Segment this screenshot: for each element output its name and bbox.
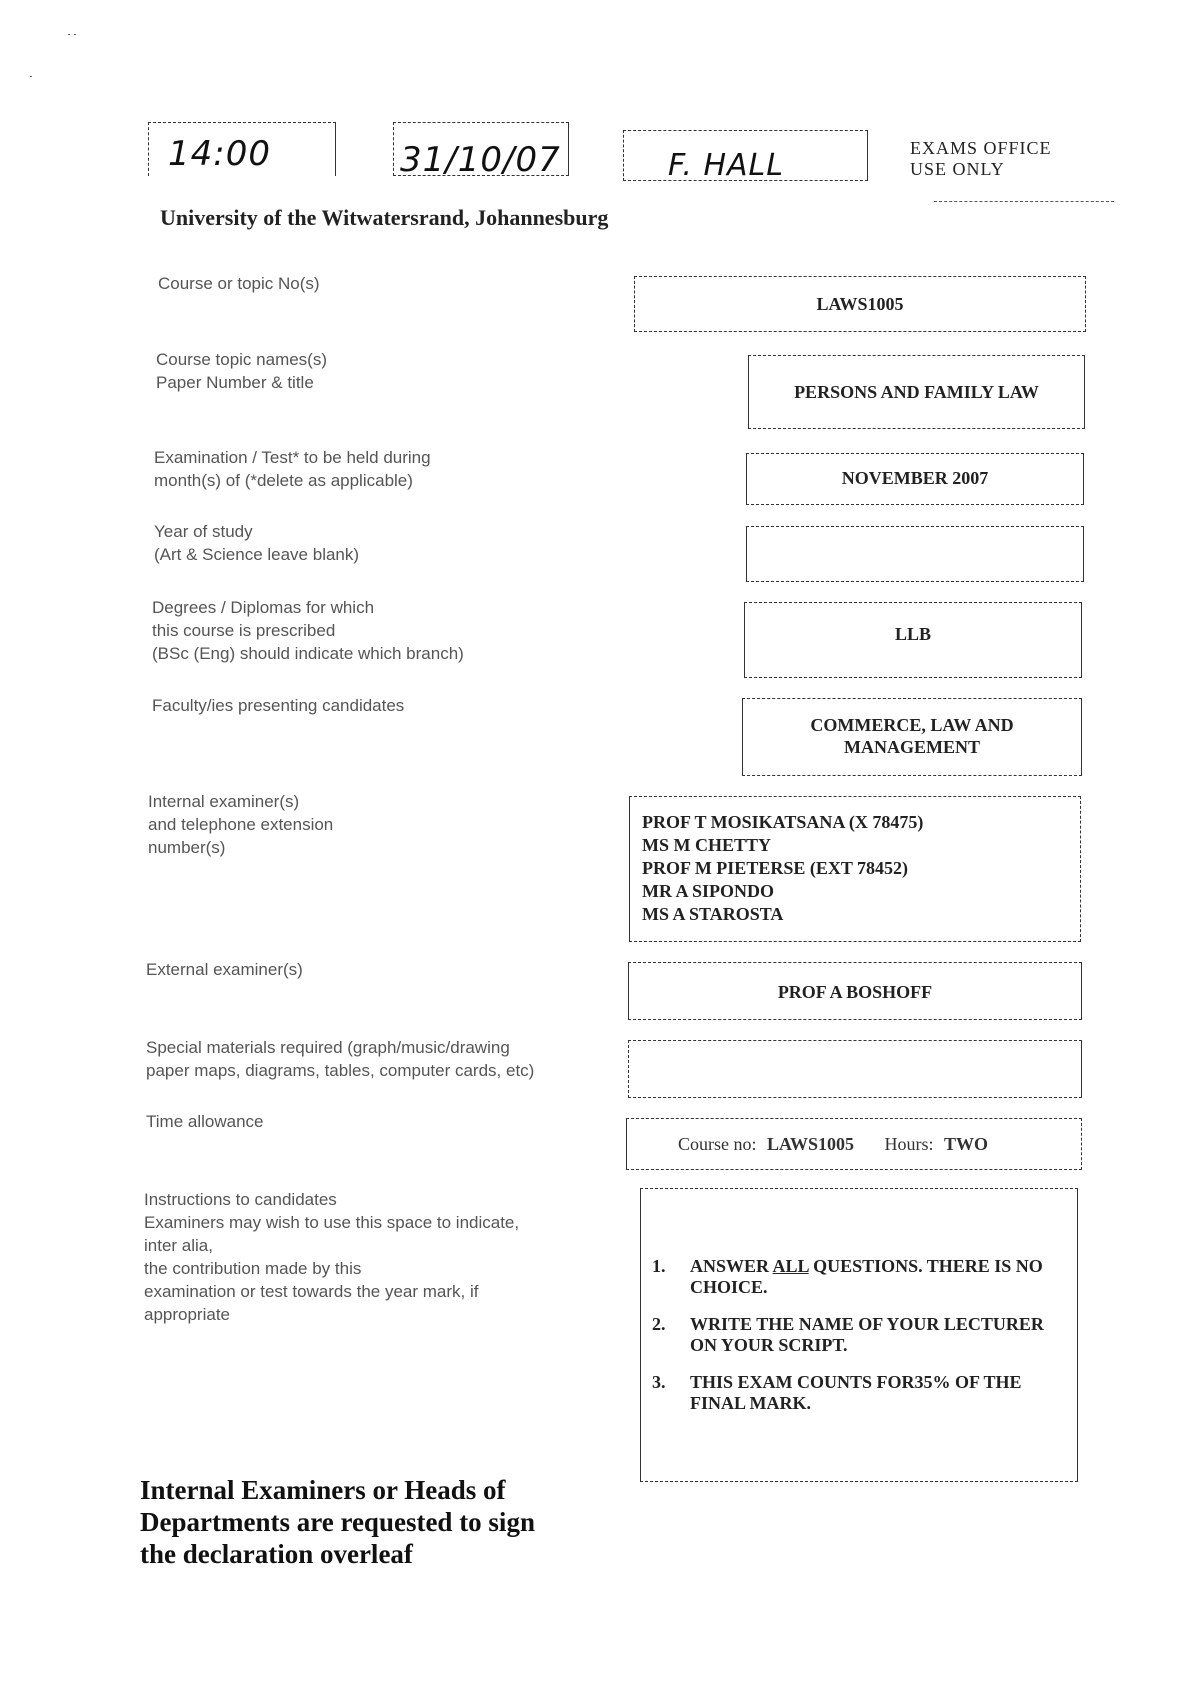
exam-time: 14:00 bbox=[168, 134, 271, 174]
instruction-text-part: QUESTIONS. THERE IS NO CHOICE. bbox=[690, 1256, 1043, 1297]
instruction-item bbox=[652, 1256, 1062, 1298]
degrees-label: Degrees / Diplomas for which this course is prescribed (BSc (Eng) should indicate which branch) bbox=[152, 598, 464, 663]
instruction-item bbox=[652, 1372, 1062, 1414]
exam-month-value: NOVEMBER 2007 bbox=[841, 468, 989, 488]
instructions-list bbox=[652, 1256, 1062, 1430]
instruction-text: WRITE THE NAME OF YOUR LECTURER ON YOUR SCRIPT. bbox=[690, 1314, 1044, 1355]
time-course-value: LAWS1005 bbox=[767, 1134, 855, 1154]
instruction-number: 2. bbox=[652, 1314, 666, 1334]
scan-speck bbox=[74, 34, 76, 35]
scan-speck bbox=[30, 76, 32, 77]
exam-month-label: Examination / Test* to be held during month(s) of (*delete as applicable) bbox=[154, 448, 431, 490]
course-name-value: PERSONS AND FAMILY LAW bbox=[794, 382, 1039, 402]
internal-examiner-1: PROF T MOSIKATSANA (X 78475) bbox=[642, 812, 924, 832]
time-allowance-label: Time allowance bbox=[146, 1112, 264, 1131]
time-allowance-row bbox=[678, 1134, 988, 1155]
time-course-label: Course no: bbox=[678, 1134, 757, 1154]
course-no-label: Course or topic No(s) bbox=[158, 274, 320, 293]
time-hours-value: TWO bbox=[944, 1134, 989, 1154]
exams-office-label: EXAMS OFFICE USE ONLY bbox=[910, 138, 1052, 179]
internal-examiners-label: Internal examiner(s) and telephone extension number(s) bbox=[148, 792, 334, 857]
internal-examiner-2: MS M CHETTY bbox=[642, 835, 772, 855]
course-name-label: Course topic names(s) Paper Number & title bbox=[156, 350, 328, 392]
course-no-value: LAWS1005 bbox=[816, 294, 904, 314]
scan-speck bbox=[68, 34, 70, 35]
instruction-text-underlined: ALL bbox=[772, 1256, 809, 1276]
internal-examiner-3: PROF M PIETERSE (EXT 78452) bbox=[642, 858, 909, 878]
time-hours-label: Hours: bbox=[884, 1134, 934, 1154]
external-examiners-value: PROF A BOSHOFF bbox=[777, 982, 933, 1002]
signature-request-note: Internal Examiners or Heads of Departments are requested to sign the declaration overleaf bbox=[140, 1475, 535, 1569]
degrees-value: LLB bbox=[894, 624, 932, 644]
special-materials-label: Special materials required (graph/music/drawing paper maps, diagrams, tables, computer cards, etc) bbox=[146, 1038, 535, 1080]
year-of-study-box bbox=[746, 526, 1084, 582]
instruction-item bbox=[652, 1314, 1062, 1356]
instruction-text-part: ANSWER bbox=[690, 1256, 773, 1276]
special-materials-box bbox=[628, 1040, 1082, 1098]
instruction-number: 3. bbox=[652, 1372, 666, 1392]
exams-office-line bbox=[934, 201, 1114, 202]
exam-venue: F. HALL bbox=[668, 148, 784, 183]
instruction-text: THIS EXAM COUNTS FOR35% OF THE FINAL MARK. bbox=[690, 1372, 1022, 1413]
university-name: University of the Witwatersrand, Johannesburg bbox=[160, 205, 609, 230]
faculty-label: Faculty/ies presenting candidates bbox=[152, 696, 405, 715]
year-of-study-label: Year of study (Art & Science leave blank) bbox=[154, 522, 360, 564]
internal-examiner-5: MS A STAROSTA bbox=[642, 904, 784, 924]
internal-examiner-4: MR A SIPONDO bbox=[642, 881, 775, 901]
exam-date: 31/10/07 bbox=[400, 140, 561, 180]
faculty-value: COMMERCE, LAW AND MANAGEMENT bbox=[810, 715, 1014, 757]
external-examiners-label: External examiner(s) bbox=[146, 960, 303, 979]
instruction-number: 1. bbox=[652, 1256, 666, 1276]
instructions-label: Instructions to candidates Examiners may wish to use this space to indicate, inter alia, the contribution made by this examination or test towards the year mark, if appropriate bbox=[144, 1190, 520, 1324]
instruction-text bbox=[690, 1256, 1062, 1298]
